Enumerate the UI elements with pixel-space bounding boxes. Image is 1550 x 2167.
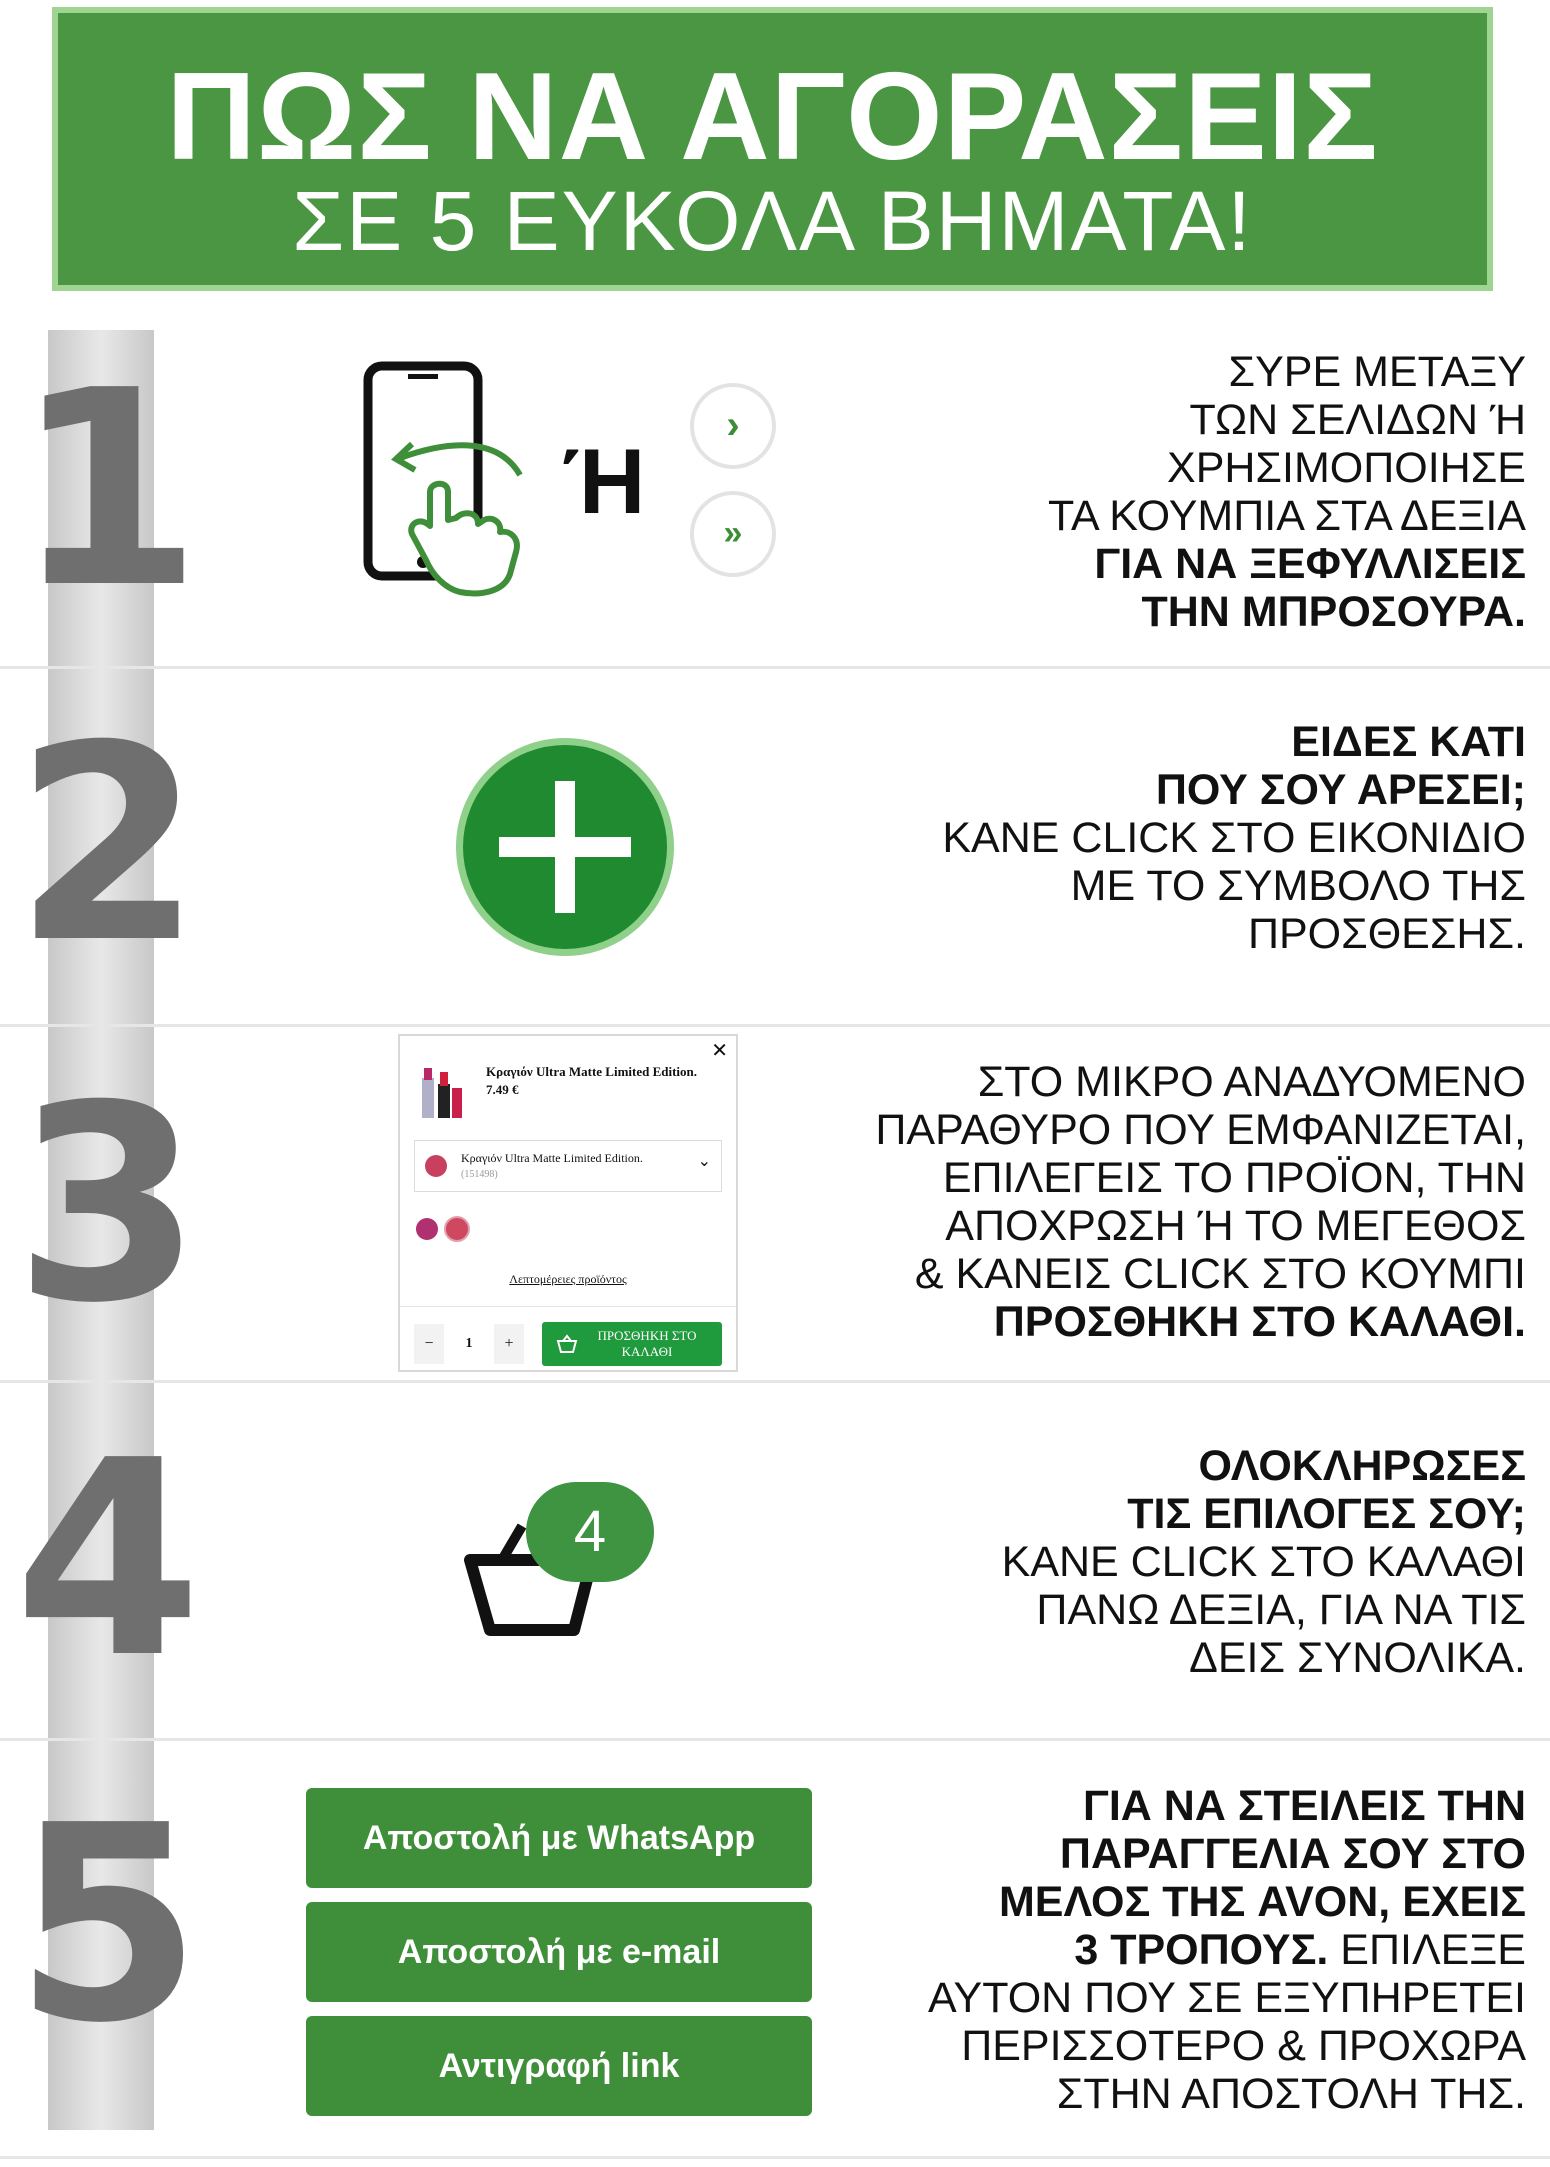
desc-line: ΚΑΝΕ CLICK ΣΤΟ ΕΙΚΟΝΙΔΙΟ: [942, 814, 1526, 862]
popup-price: 7.49 €: [486, 1082, 519, 1097]
quantity-plus-button[interactable]: +: [494, 1324, 524, 1364]
desc-bold-fragment: 3 ΤΡΟΠΟΥΣ.: [1074, 1926, 1329, 1974]
desc-line-bold: ΟΛΟΚΛΗΡΩΣΕΣ: [1198, 1442, 1526, 1490]
desc-line-bold: ΤΙΣ ΕΠΙΛΟΓΕΣ ΣΟΥ;: [1127, 1490, 1526, 1538]
popup-product-name: Κραγιόν Ultra Matte Limited Edition.: [486, 1064, 698, 1079]
desc-line: ΤΑ ΚΟΥΜΠΙΑ ΣΤΑ ΔΕΞΙΑ: [1047, 492, 1526, 540]
plus-circle-icon[interactable]: [456, 738, 674, 956]
send-email-button[interactable]: Αποστολή με e-mail: [306, 1902, 812, 2002]
step-divider: [0, 1380, 1550, 1383]
desc-line: ΣΤΗΝ ΑΠΟΣΤΟΛΗ ΤΗΣ.: [1056, 2070, 1526, 2118]
plus-horizontal-bar: [499, 837, 631, 857]
step-4-description: [1002, 1442, 1526, 1682]
product-details-link[interactable]: Λεπτομέρειες προϊόντος: [509, 1272, 627, 1286]
step-number: 1: [14, 332, 202, 647]
color-swatch[interactable]: [416, 1218, 438, 1240]
step-number: 5: [14, 1767, 202, 2082]
add-to-cart-button[interactable]: [542, 1322, 722, 1366]
desc-line: ΤΩΝ ΣΕΛΙΔΩΝ Ή: [1189, 396, 1526, 444]
step-1-description: [1048, 348, 1526, 636]
desc-line: ΧΡΗΣΙΜΟΠΟΙΗΣΕ: [1167, 444, 1526, 492]
desc-line: ΣΤΟ ΜΙΚΡΟ ΑΝΑΔΥΟΜΕΝΟ: [977, 1058, 1526, 1106]
step-5-description: [928, 1782, 1526, 2118]
or-label: Ή: [562, 431, 646, 533]
swipe-phone-icon: [360, 360, 540, 600]
desc-line: ΚΑΝΕ CLICK ΣΤΟ ΚΑΛΑΘΙ: [1001, 1538, 1526, 1586]
chevron-down-icon: ⌄: [697, 1151, 711, 1170]
step-2-description: [942, 718, 1526, 958]
next-page-icon[interactable]: ›: [690, 383, 776, 469]
close-icon[interactable]: ✕: [711, 1038, 728, 1062]
desc-line: ΔΕΙΣ ΣΥΝΟΛΙΚΑ.: [1189, 1634, 1526, 1682]
desc-line: ΣΥΡΕ ΜΕΤΑΞΥ: [1228, 348, 1526, 396]
step-number: 3: [14, 1047, 202, 1362]
popup-divider: [400, 1306, 736, 1307]
desc-fragment: ΕΠΙΛΕΞΕ: [1340, 1926, 1526, 1974]
desc-line-bold: ΜΕΛΟΣ ΤΗΣ AVON, ΕΧΕΙΣ: [998, 1878, 1526, 1926]
desc-line: ΜΕ ΤΟ ΣΥΜΒΟΛΟ ΤΗΣ: [1070, 862, 1526, 910]
shade-select[interactable]: [414, 1140, 722, 1192]
shade-swatch: [425, 1155, 447, 1177]
desc-line-mixed: [928, 1926, 1526, 1974]
desc-line-bold: ΕΙΔΕΣ ΚΑΤΙ: [1291, 718, 1526, 766]
desc-line: ΠΑΡΑΘΥΡΟ ΠΟΥ ΕΜΦΑΝΙΖΕΤΑΙ,: [875, 1106, 1526, 1154]
page-subtitle: ΣΕ 5 ΕΥΚΟΛΑ ΒΗΜΑΤΑ!: [292, 174, 1253, 268]
header-banner: [52, 7, 1493, 291]
desc-line: ΠΑΝΩ ΔΕΞΙΑ, ΓΙΑ ΝΑ ΤΙΣ: [1036, 1586, 1526, 1634]
shade-code: (151498): [461, 1169, 498, 1180]
desc-line: & ΚΑΝΕΙΣ CLICK ΣΤΟ ΚΟΥΜΠΙ: [914, 1250, 1526, 1298]
step-divider: [0, 666, 1550, 669]
desc-line-bold: ΓΙΑ ΝΑ ΣΤΕΙΛΕΙΣ ΤΗΝ: [1083, 1782, 1526, 1830]
last-page-icon[interactable]: »: [690, 491, 776, 577]
lipstick-product-image: [418, 1064, 464, 1122]
quantity-value[interactable]: 1: [465, 1336, 473, 1351]
step-divider: [0, 1024, 1550, 1027]
step-divider: [0, 1738, 1550, 1741]
desc-line: ΠΕΡΙΣΣΟΤΕΡΟ & ΠΡΟΧΩΡΑ: [961, 2022, 1526, 2070]
desc-line-bold: ΠΟΥ ΣΟΥ ΑΡΕΣΕΙ;: [1155, 766, 1526, 814]
copy-link-button[interactable]: Αντιγραφή link: [306, 2016, 812, 2116]
desc-line: ΠΡΟΣΘΕΣΗΣ.: [1247, 910, 1526, 958]
step-number: 2: [14, 687, 202, 1002]
desc-line: ΑΠΟΧΡΩΣΗ Ή ΤΟ ΜΕΓΕΘΟΣ: [945, 1202, 1526, 1250]
cart-icon: [556, 1334, 578, 1354]
quantity-minus-button[interactable]: −: [414, 1324, 444, 1364]
desc-line-bold: ΤΗΝ ΜΠΡΟΣΟΥΡΑ.: [1141, 588, 1526, 636]
add-to-cart-label: ΠΡΟΣΘΗΚΗ ΣΤΟ ΚΑΛΑΘΙ: [597, 1328, 697, 1359]
desc-line: ΑΥΤΟΝ ΠΟΥ ΣΕ ΕΞΥΠΗΡΕΤΕΙ: [928, 1974, 1526, 2022]
desc-line-bold: ΠΡΟΣΘΗΚΗ ΣΤΟ ΚΑΛΑΘΙ.: [993, 1298, 1526, 1346]
step-3-description: [875, 1058, 1526, 1346]
desc-line: ΕΠΙΛΕΓΕΙΣ ΤΟ ΠΡΟΪΟΝ, ΤΗΝ: [942, 1154, 1526, 1202]
product-popup: [398, 1034, 738, 1372]
send-whatsapp-button[interactable]: Αποστολή με WhatsApp: [306, 1788, 812, 1888]
cart-count-badge: 4: [526, 1482, 654, 1582]
step-number: 4: [14, 1402, 202, 1717]
page-title: ΠΩΣ ΝΑ ΑΓΟΡΑΣΕΙΣ: [166, 48, 1379, 186]
shade-select-value: Κραγιόν Ultra Matte Limited Edition.: [461, 1151, 643, 1165]
step-divider: [0, 2156, 1550, 2159]
color-swatch-selected[interactable]: [444, 1216, 470, 1242]
desc-line-bold: ΓΙΑ ΝΑ ΞΕΦΥΛΛΙΣΕΙΣ: [1094, 540, 1526, 588]
desc-line-bold: ΠΑΡΑΓΓΕΛΙΑ ΣΟΥ ΣΤΟ: [1059, 1830, 1526, 1878]
